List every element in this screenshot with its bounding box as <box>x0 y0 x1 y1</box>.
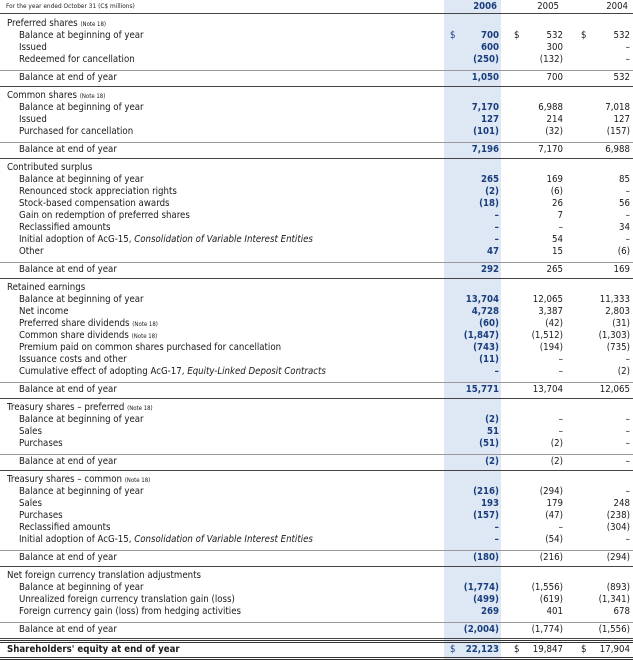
value-cell: 193 <box>480 498 499 509</box>
value-cell: (18) <box>479 198 499 209</box>
section-separator <box>0 70 633 71</box>
value-cell: 7,018 <box>605 102 630 113</box>
value-cell: (735) <box>606 342 630 353</box>
section-header <box>0 282 633 294</box>
line-item-text: Issued <box>19 114 47 125</box>
line-item-row <box>0 510 633 522</box>
section-bottom-rule <box>0 398 633 399</box>
section-title-text: Retained earnings <box>7 282 86 293</box>
value-cell: 700 <box>546 72 563 83</box>
line-item-label <box>19 126 133 138</box>
value-cell: – <box>558 354 563 365</box>
value-cell: – <box>625 354 630 365</box>
value-cell: 127 <box>480 114 499 125</box>
line-item-text: Balance at beginning of year <box>19 30 144 41</box>
section-header <box>0 162 633 174</box>
value-cell: (1,556) <box>531 582 563 593</box>
value-cell: (619) <box>539 594 563 605</box>
value-cell: 265 <box>480 174 499 185</box>
value-cell: 47 <box>486 246 499 257</box>
line-item-row <box>0 102 633 114</box>
value-cell: (216) <box>473 486 499 497</box>
value-cell: (6) <box>617 246 630 257</box>
line-item-text: Cumulative effect of adopting AcG-17, <box>19 366 188 377</box>
line-item-row <box>0 246 633 258</box>
value-cell: (1,847) <box>463 330 499 341</box>
line-item-text: Net income <box>19 306 69 317</box>
section-title-text: Treasury shares – common <box>7 474 122 485</box>
line-item-text: Issuance costs and other <box>19 354 127 365</box>
value-cell: 85 <box>619 174 630 185</box>
currency-symbol: $ <box>450 30 456 41</box>
note-reference: (Note 18) <box>79 93 106 100</box>
line-item-text: Purchases <box>19 510 63 521</box>
line-item-row <box>0 522 633 534</box>
line-item-label <box>19 438 63 450</box>
line-item-row <box>0 306 633 318</box>
line-item-label <box>19 582 144 594</box>
value-cell: (101) <box>473 126 499 137</box>
line-item-text: Balance at beginning of year <box>19 174 144 185</box>
value-cell: – <box>494 522 499 533</box>
section-title-text: Preferred shares <box>7 18 78 29</box>
subtotal-label: Balance at end of year <box>19 72 117 83</box>
subtotal-row <box>0 384 633 396</box>
line-item-text: Sales <box>19 498 42 509</box>
value-cell: – <box>558 414 563 425</box>
value-cell: 1,050 <box>471 72 499 83</box>
value-cell: (32) <box>545 126 563 137</box>
line-item-row <box>0 594 633 606</box>
section-separator <box>0 262 633 263</box>
line-item-text: Foreign currency gain (loss) from hedging activities <box>19 606 242 617</box>
value-cell: – <box>494 210 499 221</box>
line-item-row <box>0 606 633 618</box>
value-cell: (2) <box>550 456 563 467</box>
section-title-text: Contributed surplus <box>7 162 93 173</box>
value-cell: 26 <box>552 198 563 209</box>
line-item-label <box>19 30 144 42</box>
line-item-label <box>19 54 135 66</box>
line-item-row <box>0 486 633 498</box>
line-item-label <box>19 498 42 510</box>
value-cell: 292 <box>480 264 499 275</box>
line-item-row <box>0 114 633 126</box>
value-cell: 4,728 <box>471 306 499 317</box>
value-cell: (216) <box>539 552 563 563</box>
section-separator <box>0 622 633 623</box>
line-item-label <box>19 234 313 246</box>
value-cell: 269 <box>480 606 499 617</box>
value-cell: 532 <box>613 72 630 83</box>
value-cell: 265 <box>546 264 563 275</box>
value-cell: (157) <box>473 510 499 521</box>
subtotal-label: Balance at end of year <box>19 552 117 563</box>
line-item-label <box>19 366 326 378</box>
value-cell: (6) <box>550 186 563 197</box>
value-cell: 248 <box>613 498 630 509</box>
subtotal-row <box>0 72 633 84</box>
value-cell: 12,065 <box>599 384 630 395</box>
section-title <box>7 282 85 294</box>
value-cell: 12,065 <box>532 294 563 305</box>
line-item-label <box>19 198 170 210</box>
line-item-label <box>19 510 63 522</box>
line-item-text: Unrealized foreign currency translation gain (loss) <box>19 594 235 605</box>
value-cell: (2) <box>485 414 499 425</box>
section-title <box>7 570 201 582</box>
line-item-row <box>0 210 633 222</box>
line-item-text: Sales <box>19 426 42 437</box>
value-cell: (304) <box>606 522 630 533</box>
line-item-label <box>19 186 177 198</box>
line-item-label <box>19 210 190 222</box>
value-cell: (2) <box>550 438 563 449</box>
line-item-label <box>19 486 144 498</box>
currency-symbol: $ <box>514 644 520 655</box>
line-item-label <box>19 306 69 318</box>
line-item-row <box>0 426 633 438</box>
value-cell: (132) <box>539 54 563 65</box>
line-item-row <box>0 294 633 306</box>
section-title-text: Net foreign currency translation adjustments <box>7 570 201 581</box>
note-reference: (Note 18) <box>131 333 158 340</box>
line-item-label <box>19 426 42 438</box>
line-item-row <box>0 582 633 594</box>
line-item-text: Reclassified amounts <box>19 522 111 533</box>
value-cell: – <box>625 426 630 437</box>
value-cell: – <box>558 426 563 437</box>
section-header <box>0 570 633 582</box>
line-item-label <box>19 342 281 354</box>
value-cell: (1,303) <box>598 330 630 341</box>
subtotal-label: Balance at end of year <box>19 144 117 155</box>
line-item-label <box>19 102 144 114</box>
value-cell: – <box>558 222 563 233</box>
value-cell: (499) <box>473 594 499 605</box>
value-cell: – <box>494 366 499 377</box>
line-item-label <box>19 246 44 258</box>
line-item-row <box>0 54 633 66</box>
subtotal-row <box>0 144 633 156</box>
value-cell: (743) <box>473 342 499 353</box>
section-separator <box>0 142 633 143</box>
section-header <box>0 90 633 102</box>
line-item-label <box>19 594 235 606</box>
section-bottom-rule <box>0 638 633 639</box>
line-item-text: Balance at beginning of year <box>19 294 144 305</box>
line-item-label <box>19 222 110 234</box>
line-item-row <box>0 438 633 450</box>
line-item-label <box>19 294 144 306</box>
line-item-text: Preferred share dividends <box>19 318 133 329</box>
table-header <box>0 0 633 13</box>
line-item-row <box>0 354 633 366</box>
section-separator <box>0 382 633 383</box>
value-cell: 678 <box>613 606 630 617</box>
line-item-row <box>0 330 633 342</box>
value-cell: 7 <box>557 210 563 221</box>
value-cell: (294) <box>539 486 563 497</box>
value-cell: (294) <box>606 552 630 563</box>
line-item-label <box>19 534 313 546</box>
value-cell: (2) <box>617 366 630 377</box>
value-cell: (60) <box>479 318 499 329</box>
line-item-row <box>0 318 633 330</box>
line-item-text: Gain on redemption of preferred shares <box>19 210 190 221</box>
value-cell: (250) <box>473 54 499 65</box>
section-title-text: Treasury shares – preferred <box>7 402 125 413</box>
line-item-row <box>0 366 633 378</box>
currency-symbol: $ <box>514 30 520 41</box>
value-cell: 17,904 <box>599 644 630 655</box>
value-cell: (1,556) <box>598 624 630 635</box>
line-item-row <box>0 174 633 186</box>
note-reference: (Note 18) <box>127 405 153 412</box>
subtotal-row <box>0 264 633 276</box>
note-reference: (Note 18) <box>132 321 158 328</box>
value-cell: (11) <box>479 354 499 365</box>
line-item-label <box>19 42 47 54</box>
note-reference: (Note 18) <box>124 477 151 484</box>
value-cell: 7,170 <box>538 144 563 155</box>
line-item-row <box>0 30 633 42</box>
line-item-text: Purchased for cancellation <box>19 126 134 137</box>
value-cell: (2) <box>485 186 499 197</box>
value-cell: 7,196 <box>471 144 499 155</box>
line-item-row <box>0 414 633 426</box>
value-cell: – <box>494 534 499 545</box>
value-cell: (194) <box>539 342 563 353</box>
value-cell: 15 <box>552 246 563 257</box>
line-item-row <box>0 342 633 354</box>
line-item-text: Balance at beginning of year <box>19 486 144 497</box>
value-cell: 600 <box>480 42 499 53</box>
value-cell: – <box>625 42 630 53</box>
value-cell: 7,170 <box>471 102 499 113</box>
currency-symbol: $ <box>581 30 587 41</box>
value-cell: (180) <box>473 552 499 563</box>
subtotal-label: Balance at end of year <box>19 456 117 467</box>
value-cell: (1,341) <box>598 594 630 605</box>
line-item-text: Balance at beginning of year <box>19 582 144 593</box>
section-bottom-rule <box>0 86 633 87</box>
value-cell: 22,123 <box>465 644 499 655</box>
grand-total-label: Shareholders' equity at end of year <box>7 644 180 655</box>
line-item-label <box>19 414 144 426</box>
line-item-label <box>19 174 144 186</box>
table-caption: For the year ended October 31 (C$ millions) <box>6 2 135 10</box>
subtotal-row <box>0 456 633 468</box>
line-item-text: Purchases <box>19 438 63 449</box>
line-item-italic: Consolidation of Variable Interest Entities <box>134 234 313 245</box>
line-item-text: Stock-based compensation awards <box>19 198 170 209</box>
value-cell: (47) <box>545 510 563 521</box>
value-cell: (1,774) <box>463 582 499 593</box>
line-item-text: Other <box>19 246 44 257</box>
value-cell: – <box>625 456 630 467</box>
value-cell: 532 <box>613 30 630 41</box>
value-cell: 401 <box>546 606 563 617</box>
line-item-italic: Equity-Linked Deposit Contracts <box>187 366 326 377</box>
grand-total-rule <box>0 640 633 643</box>
section-separator <box>0 454 633 455</box>
value-cell: 13,704 <box>532 384 563 395</box>
value-cell: 300 <box>546 42 563 53</box>
value-cell: 54 <box>552 234 563 245</box>
value-cell: (1,512) <box>531 330 563 341</box>
line-item-row <box>0 42 633 54</box>
line-item-row <box>0 126 633 138</box>
line-item-text: Reclassified amounts <box>19 222 111 233</box>
value-cell: – <box>625 186 630 197</box>
value-cell: 169 <box>546 174 563 185</box>
section-header <box>0 18 633 30</box>
line-item-row <box>0 534 633 546</box>
value-cell: 11,333 <box>599 294 630 305</box>
header-rule <box>0 13 633 14</box>
section-bottom-rule <box>0 158 633 159</box>
line-item-text: Issued <box>19 42 47 53</box>
line-item-text: Initial adoption of AcG-15, <box>19 534 135 545</box>
line-item-text: Balance at beginning of year <box>19 414 144 425</box>
line-item-row <box>0 198 633 210</box>
section-title-text: Common shares <box>7 90 78 101</box>
value-cell: – <box>625 534 630 545</box>
value-cell: – <box>625 414 630 425</box>
value-cell: 56 <box>619 198 630 209</box>
line-item-row <box>0 498 633 510</box>
year-header-2005: 2005 <box>537 1 559 12</box>
section-title <box>7 162 92 174</box>
value-cell: 6,988 <box>538 102 563 113</box>
value-cell: (893) <box>606 582 630 593</box>
value-cell: 127 <box>613 114 630 125</box>
line-item-italic: Consolidation of Variable Interest Entities <box>134 534 313 545</box>
value-cell: – <box>558 522 563 533</box>
value-cell: (1,774) <box>531 624 563 635</box>
value-cell: – <box>625 438 630 449</box>
value-cell: (157) <box>606 126 630 137</box>
subtotal-label: Balance at end of year <box>19 384 117 395</box>
line-item-label <box>19 354 127 366</box>
year-header-2004: 2004 <box>606 1 628 12</box>
value-cell: (42) <box>545 318 563 329</box>
currency-symbol: $ <box>450 644 456 655</box>
value-cell: 6,988 <box>605 144 630 155</box>
line-item-row <box>0 234 633 246</box>
line-item-label <box>19 114 47 126</box>
value-cell: 214 <box>546 114 563 125</box>
section-separator <box>0 550 633 551</box>
section-bottom-rule <box>0 566 633 567</box>
year-header-2006: 2006 <box>473 1 497 12</box>
value-cell: 34 <box>619 222 630 233</box>
value-cell: (51) <box>479 438 499 449</box>
line-item-label <box>19 522 110 534</box>
value-cell: – <box>625 54 630 65</box>
line-item-text: Redeemed for cancellation <box>19 54 135 65</box>
value-cell: – <box>494 234 499 245</box>
value-cell: 179 <box>546 498 563 509</box>
value-cell: 19,847 <box>532 644 563 655</box>
value-cell: (2) <box>485 456 499 467</box>
line-item-text: Balance at beginning of year <box>19 102 144 113</box>
section-header <box>0 474 633 486</box>
subtotal-label: Balance at end of year <box>19 624 117 635</box>
value-cell: – <box>625 234 630 245</box>
line-item-text: Common share dividends <box>19 330 132 341</box>
section-bottom-rule <box>0 278 633 279</box>
value-cell: 532 <box>546 30 563 41</box>
line-item-text: Initial adoption of AcG-15, <box>19 234 135 245</box>
value-cell: 51 <box>486 426 499 437</box>
value-cell: – <box>494 222 499 233</box>
line-item-row <box>0 222 633 234</box>
line-item-text: Renounced stock appreciation rights <box>19 186 177 197</box>
currency-symbol: $ <box>581 644 587 655</box>
value-cell: – <box>558 366 563 377</box>
value-cell: – <box>625 210 630 221</box>
value-cell: (54) <box>545 534 563 545</box>
line-item-label <box>19 606 241 618</box>
value-cell: 700 <box>480 30 499 41</box>
subtotal-label: Balance at end of year <box>19 264 117 275</box>
subtotal-row <box>0 624 633 636</box>
subtotal-row <box>0 552 633 564</box>
value-cell: 2,803 <box>605 306 630 317</box>
value-cell: 13,704 <box>465 294 499 305</box>
value-cell: 169 <box>613 264 630 275</box>
section-header <box>0 402 633 414</box>
value-cell: (2,004) <box>463 624 499 635</box>
grand-total-row <box>0 644 633 656</box>
value-cell: (31) <box>612 318 630 329</box>
note-reference: (Note 18) <box>80 21 107 28</box>
line-item-text: Premium paid on common shares purchased for cancellation <box>19 342 282 353</box>
line-item-row <box>0 186 633 198</box>
section-bottom-rule <box>0 470 633 471</box>
value-cell: – <box>625 486 630 497</box>
value-cell: 3,387 <box>538 306 563 317</box>
value-cell: (238) <box>606 510 630 521</box>
value-cell: 15,771 <box>465 384 499 395</box>
